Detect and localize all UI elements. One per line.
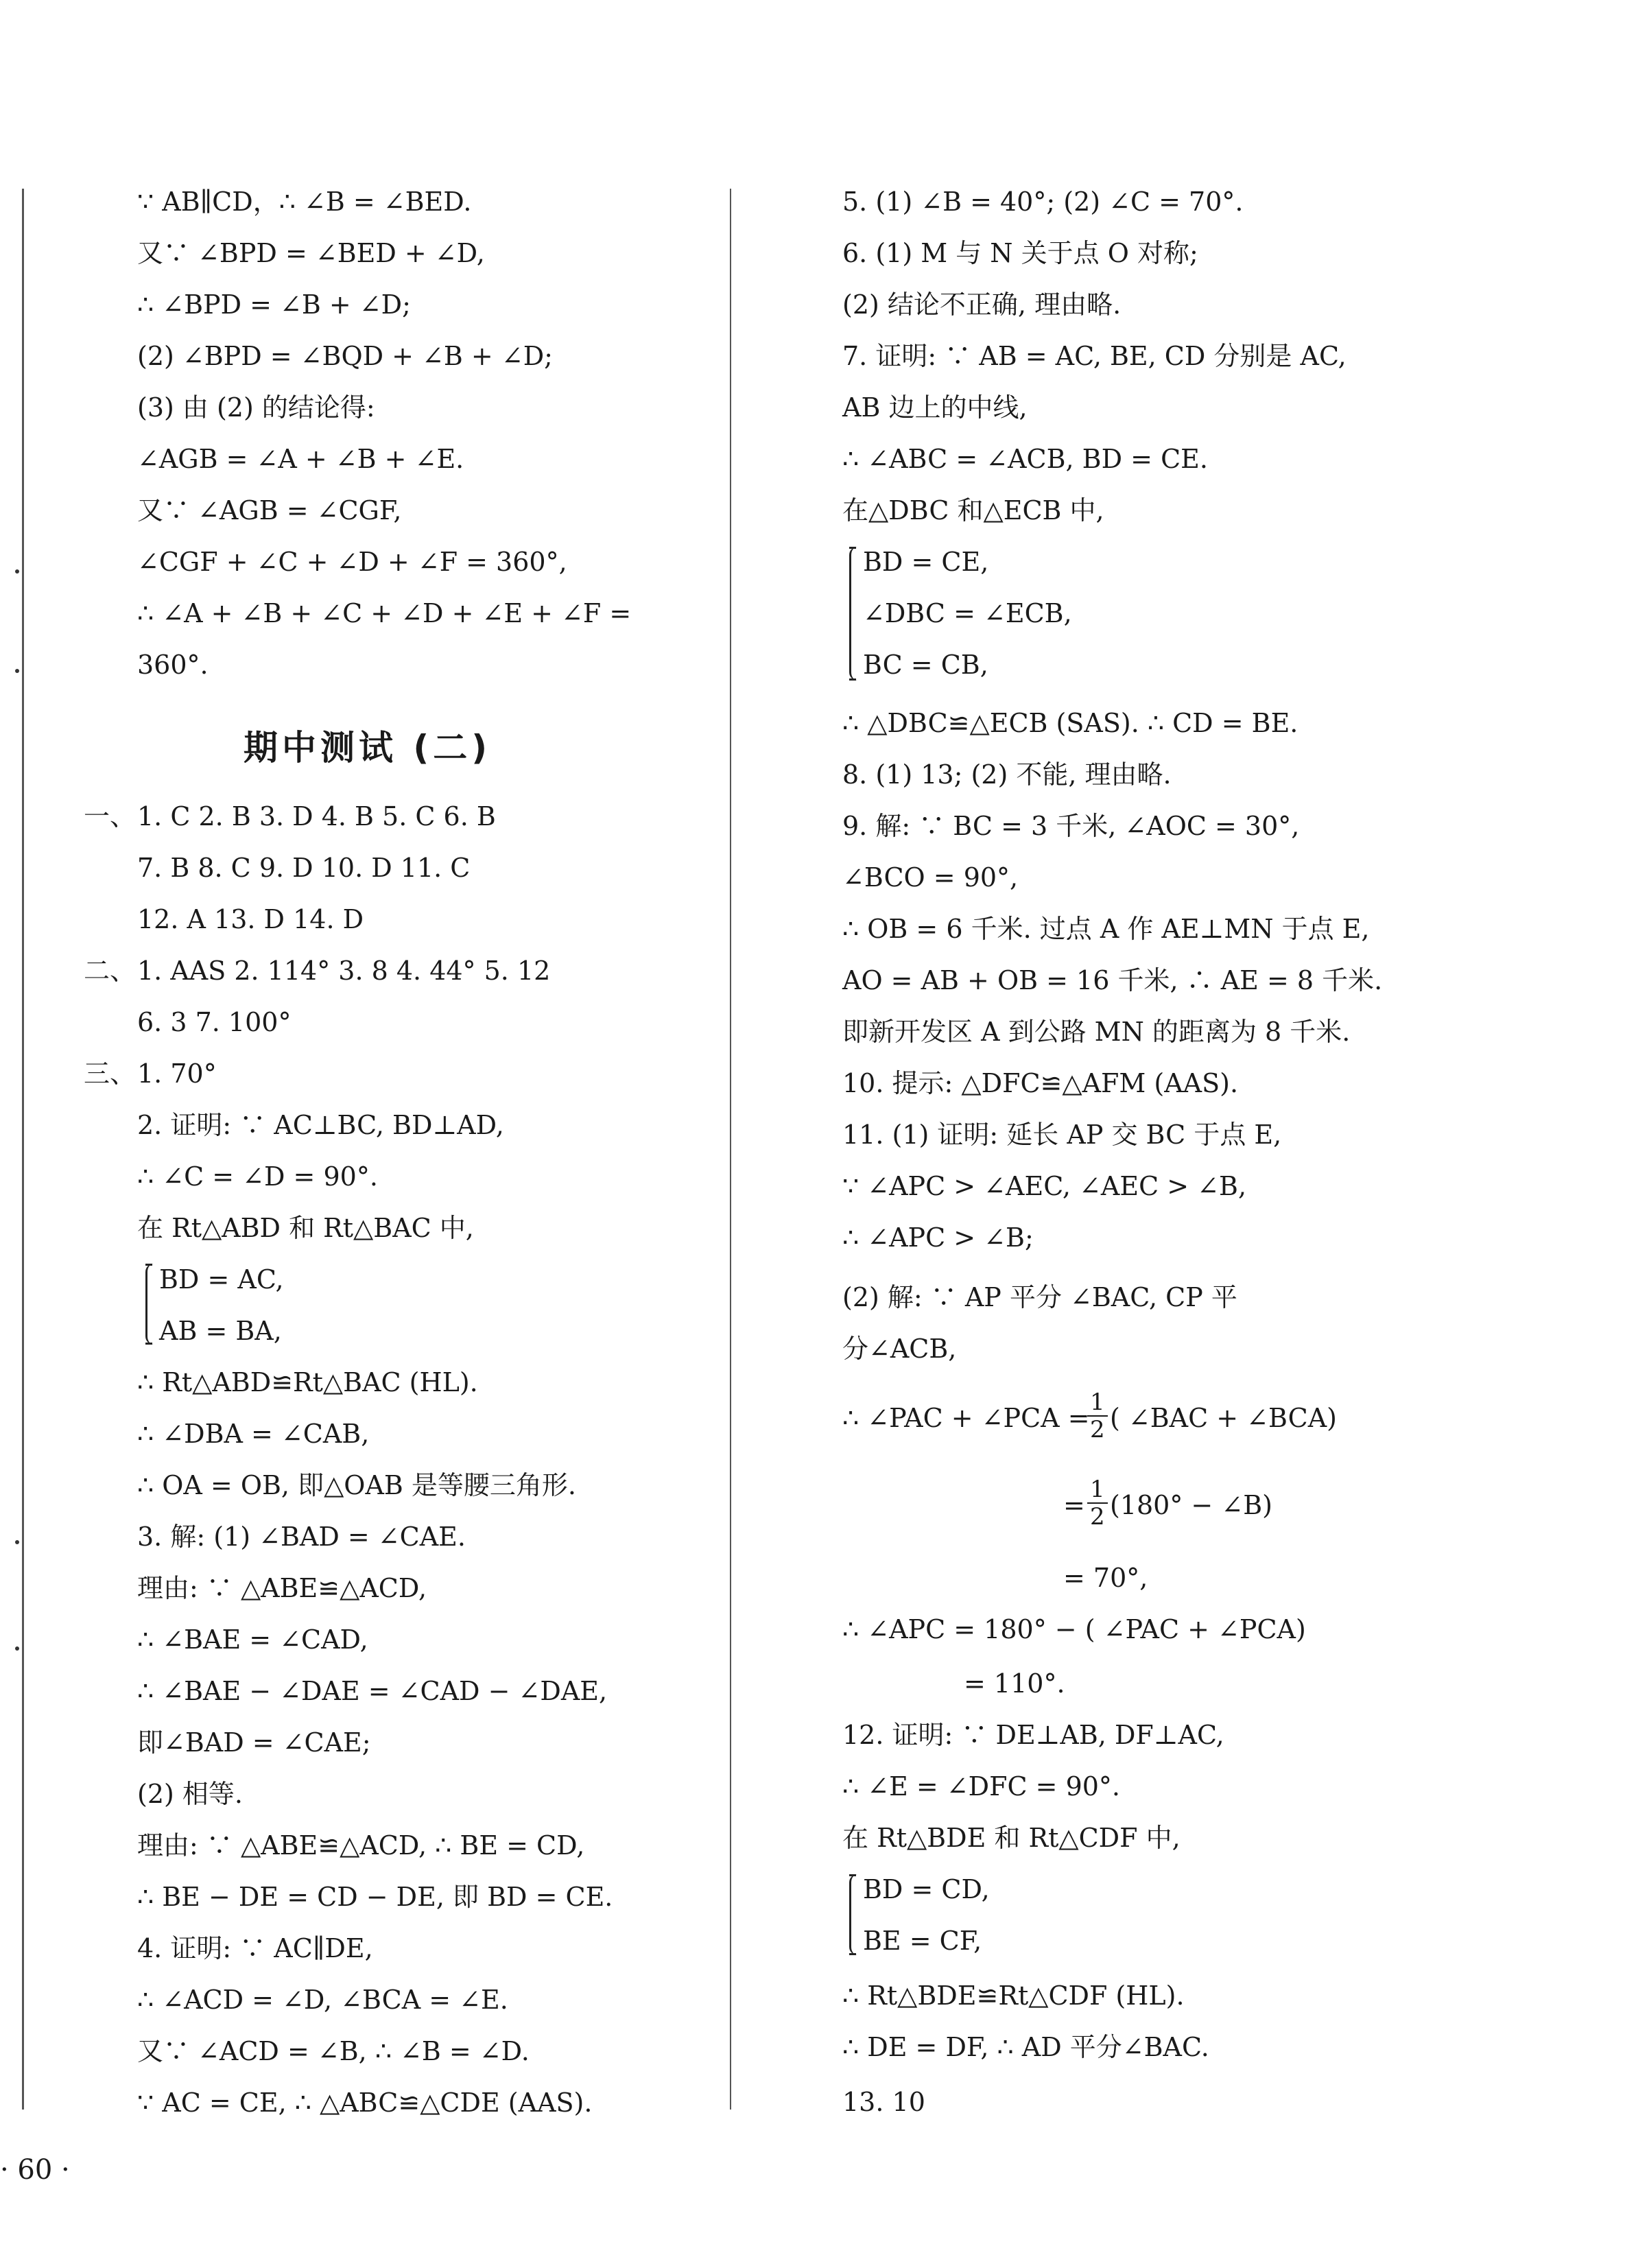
right-text-line: ∴ ∠ABC = ∠ACB, BD = CE. (842, 444, 1208, 474)
right-text-line: 分∠ACB, (842, 1334, 957, 1364)
right-text-line: 9. 解: ∵ BC = 3 千米, ∠AOC = 30°, (842, 811, 1300, 841)
section-title: 期中测试 (二) (244, 728, 492, 768)
fraction-denominator: 2 (1090, 1503, 1105, 1531)
left-text-line: ∵ AB∥CD，∴ ∠B = ∠BED. (137, 187, 472, 217)
answer-line: 7. B 8. C 9. D 10. D 11. C (137, 853, 471, 883)
fraction-numerator: 1 (1087, 1389, 1108, 1417)
right-text-line: ∴ Rt△BDE≌Rt△CDF (HL). (842, 1981, 1185, 2011)
right-text-line: 5. (1) ∠B = 40°; (2) ∠C = 70°. (842, 187, 1244, 217)
right-text-line: ∠BCO = 90°, (842, 862, 1019, 893)
proof-line: ∴ ∠ACD = ∠D, ∠BCA = ∠E. (137, 1985, 508, 2015)
fraction-denominator: 2 (1090, 1416, 1105, 1443)
system-brace (145, 1264, 157, 1345)
left-text-line: (2) ∠BPD = ∠BQD + ∠B + ∠D; (137, 341, 553, 371)
system-brace (849, 1874, 861, 1955)
proof-line: ∴ ∠BAE − ∠DAE = ∠CAD − ∠DAE, (137, 1676, 608, 1706)
right-text-line: (2) 解: ∵ AP 平分 ∠BAC, CP 平 (842, 1282, 1237, 1312)
right-text-line: BC = CB, (863, 650, 988, 680)
proof-line: ∴ ∠BAE = ∠CAD, (137, 1625, 368, 1655)
right-text-line: ∴ OB = 6 千米. 过点 A 作 AE⊥MN 于点 E, (842, 914, 1370, 944)
right-text-line: ∴ △DBC≌△ECB (SAS). ∴ CD = BE. (842, 708, 1298, 738)
right-text-line: ∴ ∠APC > ∠B; (842, 1222, 1034, 1253)
fraction-half (1087, 1476, 1108, 1530)
proof-line: 2. 证明: ∵ AC⊥BC, BD⊥AD, (137, 1110, 504, 1140)
left-text-line: (3) 由 (2) 的结论得: (137, 392, 375, 423)
right-text-line: ∴ ∠E = ∠DFC = 90°. (842, 1771, 1121, 1802)
margin-dot (15, 669, 19, 673)
right-text-line: 13. 10 (842, 2087, 925, 2117)
right-text-line: 6. (1) M 与 N 关于点 O 对称; (842, 238, 1198, 268)
proof-line: ∴ BE − DE = CD − DE, 即 BD = CE. (137, 1882, 613, 1912)
right-text-line: 即新开发区 A 到公路 MN 的距离为 8 千米. (842, 1017, 1351, 1047)
right-text-line: BD = CD, (863, 1874, 990, 1904)
part-label: 三、 (84, 1059, 137, 1089)
answer-line: 1. AAS 2. 114° 3. 8 4. 44° 5. 12 (137, 956, 551, 986)
proof-line: 1. 70° (137, 1059, 217, 1089)
left-text-line: ∠AGB = ∠A + ∠B + ∠E. (137, 444, 464, 474)
left-text-line: ∴ ∠A + ∠B + ∠C + ∠D + ∠E + ∠F = (137, 598, 632, 628)
center-column-rule (730, 189, 731, 2110)
answer-line: 6. 3 7. 100° (137, 1007, 292, 1037)
left-text-line: ∴ ∠BPD = ∠B + ∠D; (137, 290, 411, 320)
right-text-line: ( ∠BAC + ∠BCA) (1110, 1403, 1337, 1433)
proof-line: 在 Rt△ABD 和 Rt△BAC 中, (137, 1213, 474, 1243)
right-text-line: (180° − ∠B) (1110, 1490, 1272, 1520)
proof-line: ∴ ∠DBA = ∠CAB, (137, 1419, 370, 1449)
proof-line: (2) 相等. (137, 1779, 243, 1809)
fraction-half (1087, 1389, 1108, 1443)
margin-dot (15, 1540, 19, 1544)
left-margin-rule (22, 189, 24, 2110)
right-text-line: = 70°, (1063, 1563, 1148, 1593)
right-text-line: AO = AB + OB = 16 千米, ∴ AE = 8 千米. (842, 965, 1383, 995)
system-brace (849, 547, 861, 681)
proof-line: 4. 证明: ∵ AC∥DE, (137, 1933, 373, 1963)
left-text-line: 360°. (137, 650, 209, 680)
left-text-line: ∠CGF + ∠C + ∠D + ∠F = 360°, (137, 547, 567, 577)
right-text-line: = (1063, 1490, 1085, 1520)
proof-line: ∴ OA = OB, 即△OAB 是等腰三角形. (137, 1470, 576, 1500)
right-text-line: 12. 证明: ∵ DE⊥AB, DF⊥AC, (842, 1720, 1224, 1750)
right-text-line: 7. 证明: ∵ AB = AC, BE, CD 分别是 AC, (842, 341, 1347, 371)
right-text-line: = 110°. (964, 1668, 1065, 1699)
proof-line: 3. 解: (1) ∠BAD = ∠CAE. (137, 1522, 466, 1552)
right-text-line: 8. (1) 13; (2) 不能, 理由略. (842, 759, 1172, 790)
proof-line: AB = BA, (159, 1316, 282, 1346)
left-text-line: 又∵ ∠BPD = ∠BED + ∠D, (137, 238, 485, 268)
proof-line: 理由: ∵ △ABE≌△ACD, ∴ BE = CD, (137, 1830, 585, 1861)
proof-line: 即∠BAD = ∠CAE; (137, 1727, 371, 1758)
fraction-numerator: 1 (1087, 1476, 1108, 1504)
right-text-line: BE = CF, (863, 1926, 982, 1956)
margin-dot (15, 569, 19, 574)
part-label: 二、 (84, 956, 137, 986)
proof-line: ∴ Rt△ABD≌Rt△BAC (HL). (137, 1367, 478, 1397)
right-text-line: 在△DBC 和△ECB 中, (842, 495, 1104, 525)
right-text-line: 在 Rt△BDE 和 Rt△CDF 中, (842, 1823, 1181, 1853)
right-text-line: ∴ DE = DF, ∴ AD 平分∠BAC. (842, 2032, 1209, 2062)
right-text-line: ∴ ∠APC = 180° − ( ∠PAC + ∠PCA) (842, 1614, 1306, 1644)
right-text-line: AB 边上的中线, (842, 392, 1028, 423)
proof-line: 理由: ∵ △ABE≌△ACD, (137, 1573, 427, 1603)
right-text-line: ∠DBC = ∠ECB, (863, 598, 1072, 628)
right-text-line: ∴ ∠PAC + ∠PCA = (842, 1403, 1090, 1433)
proof-line: ∴ ∠C = ∠D = 90°. (137, 1161, 378, 1192)
margin-dot (15, 1646, 19, 1651)
proof-line: BD = AC, (159, 1264, 284, 1295)
answer-line: 1. C 2. B 3. D 4. B 5. C 6. B (137, 801, 496, 831)
right-text-line: 11. (1) 证明: 延长 AP 交 BC 于点 E, (842, 1120, 1282, 1150)
left-text-line: 又∵ ∠AGB = ∠CGF, (137, 495, 402, 525)
answer-line: 12. A 13. D 14. D (137, 904, 364, 934)
right-text-line: ∵ ∠APC > ∠AEC, ∠AEC > ∠B, (842, 1171, 1247, 1201)
part-label: 一、 (84, 801, 137, 831)
right-text-line: BD = CE, (863, 547, 989, 577)
proof-line: ∵ AC = CE, ∴ △ABC≌△CDE (AAS). (137, 2088, 593, 2118)
right-text-line: (2) 结论不正确, 理由略. (842, 290, 1122, 320)
page-number: · 60 · (0, 2154, 70, 2186)
right-text-line: 10. 提示: △DFC≌△AFM (AAS). (842, 1068, 1239, 1098)
proof-line: 又∵ ∠ACD = ∠B, ∴ ∠B = ∠D. (137, 2036, 530, 2066)
